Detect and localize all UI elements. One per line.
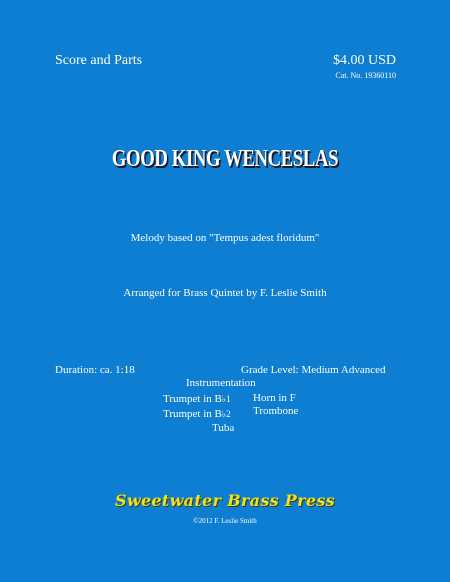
instrument-trumpet-2 xyxy=(163,408,231,420)
flat-symbol: ♭ xyxy=(221,394,227,404)
price: $4.00 USD xyxy=(332,53,396,68)
melody-note: Melody based on "Tempus adest floridum" xyxy=(130,232,320,244)
instrument-trumpet-1 xyxy=(163,393,231,405)
instrument-name: Trumpet in B xyxy=(163,408,222,420)
copyright: ©2012 F. Leslie Smith xyxy=(193,517,257,525)
catalog-number: Cat. No. 19360110 xyxy=(335,71,396,80)
flat-symbol: ♭ xyxy=(221,409,227,419)
instrument-horn: Horn in F xyxy=(253,392,296,404)
instrument-trombone: Trombone xyxy=(253,405,299,417)
instrumentation-heading: Instrumentation xyxy=(186,377,256,389)
instrument-number: 1 xyxy=(226,394,231,404)
instrument-tuba: Tuba xyxy=(212,422,235,434)
arranger-credit: Arranged for Brass Quintet by F. Leslie Smith xyxy=(123,287,327,299)
score-and-parts-label: Score and Parts xyxy=(55,53,143,68)
grade-level: Grade Level: Medium Advanced xyxy=(241,364,386,376)
instrument-name: Trumpet in B xyxy=(163,393,222,405)
piece-title: GOOD KING WENCESLAS xyxy=(111,146,339,172)
duration: Duration: ca. 1:18 xyxy=(55,364,135,376)
publisher-logo: Sweetwater Brass Press xyxy=(115,491,335,510)
instrument-number: 2 xyxy=(226,409,231,419)
